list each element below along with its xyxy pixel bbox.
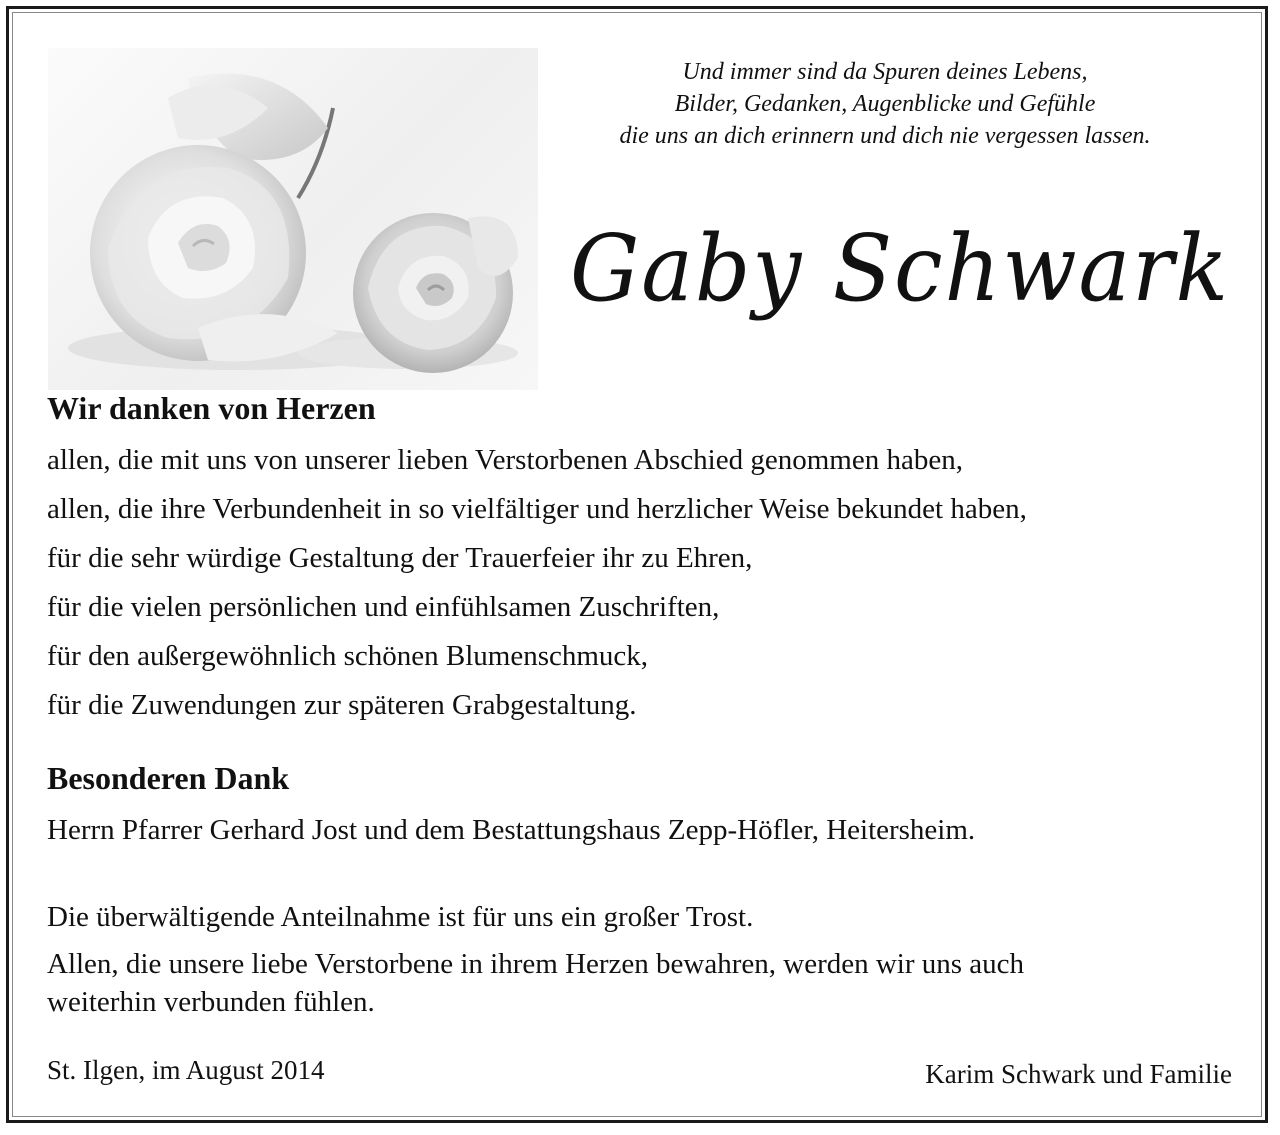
thanks-list	[47, 436, 1027, 730]
memorial-poem	[540, 56, 1230, 152]
special-thanks-heading: Besonderen Dank	[47, 760, 290, 796]
thanks-line: für die vielen persönlichen und einfühlsamen Zuschriften,	[47, 591, 720, 623]
thanks-line: für den außergewöhnlich schönen Blumenschmuck,	[47, 640, 649, 672]
closing-line: Allen, die unsere liebe Verstorbene in ihrem Herzen bewahren, werden wir uns auch	[47, 948, 1025, 980]
place-date: St. Ilgen, im August 2014	[47, 1055, 325, 1085]
special-thanks-text: Herrn Pfarrer Gerhard Jost und dem Bestattungshaus Zepp-Höfler, Heitersheim.	[47, 814, 976, 846]
closing-line: Die überwältigende Anteilnahme ist für uns ein großer Trost.	[47, 901, 754, 933]
deceased-name-text: Gaby Schwark	[570, 215, 1230, 322]
white-roses-image	[48, 48, 538, 390]
thanks-heading: Wir danken von Herzen	[47, 390, 376, 426]
poem-line: Und immer sind da Spuren deines Lebens,	[682, 59, 1088, 85]
deceased-name	[555, 198, 1245, 348]
poem-line: Bilder, Gedanken, Augenblicke und Gefühle	[674, 91, 1096, 117]
thanks-line: allen, die ihre Verbundenheit in so vielfältiger und herzlicher Weise bekundet haben,	[47, 493, 1027, 525]
thanks-line: für die Zuwendungen zur späteren Grabgestaltung.	[47, 689, 637, 721]
thanks-line: allen, die mit uns von unserer lieben Verstorbenen Abschied genommen haben,	[47, 444, 963, 476]
closing-line: weiterhin verbunden fühlen.	[47, 986, 375, 1018]
closing-text	[47, 896, 1024, 1021]
poem-line: die uns an dich erinnern und dich nie vergessen lassen.	[619, 123, 1151, 149]
signature: Karim Schwark und Familie	[925, 1059, 1232, 1089]
thanks-line: für die sehr würdige Gestaltung der Trauerfeier ihr zu Ehren,	[47, 542, 753, 574]
